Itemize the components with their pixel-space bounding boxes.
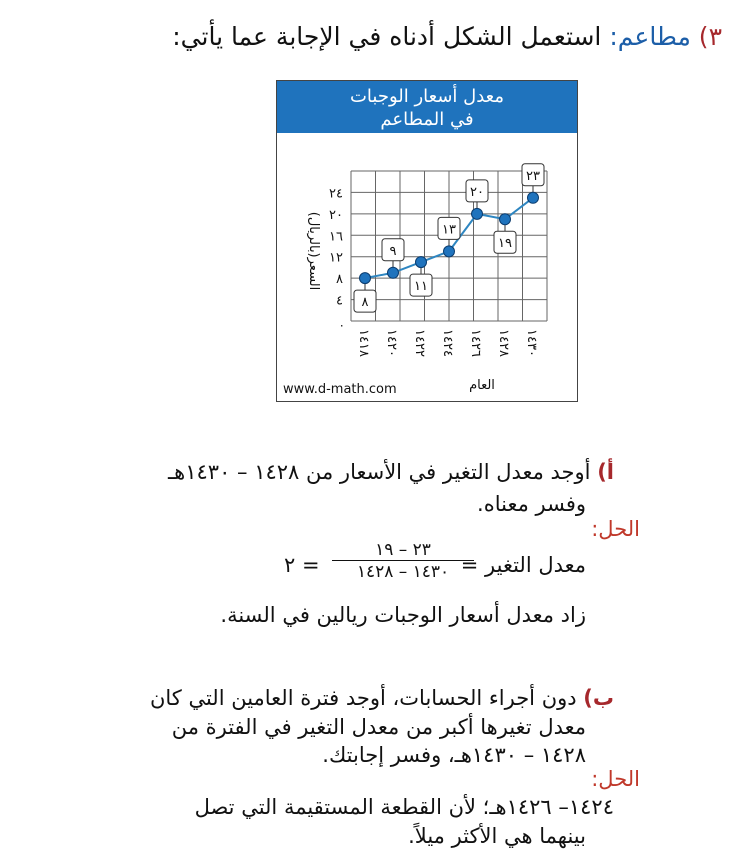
- y-axis-label: السعر(بالريال): [306, 211, 321, 291]
- data-label: ١٩: [498, 236, 512, 252]
- fraction-denominator: ١٤٣٠ – ١٤٢٨: [356, 562, 450, 582]
- x-tick-label: ١٤٢٦: [468, 329, 483, 357]
- part-a-text1: أوجد معدل التغير في الأسعار من ١٤٢٨ – ١٤٣٠هـ: [168, 460, 591, 484]
- graph-title-line2: في المطاعم: [380, 109, 474, 130]
- data-label: ٨: [361, 295, 369, 311]
- question-heading: [172, 22, 722, 51]
- part-b-answer-line1: ١٤٢٤– ١٤٢٦هـ؛ لأن القطعة المستقيمة التي تصل: [194, 795, 614, 819]
- part-b-text1: دون أجراء الحسابات، أوجد فترة العامين التي كان: [149, 686, 577, 710]
- question-topic: مطاعم:: [609, 22, 691, 51]
- part-b-question-line3: ١٤٢٨ – ١٤٣٠هـ، وفسر إجابتك.: [322, 743, 586, 767]
- x-tick-label: ١٤٢٤: [440, 329, 455, 357]
- part-b-question-line2: معدل تغيرها أكبر من معدل التغير في الفترة من: [171, 715, 586, 739]
- x-tick-label: ١٤٢٨: [496, 329, 511, 357]
- data-point: [416, 257, 427, 268]
- y-tick-label: ٢٠: [329, 207, 343, 223]
- data-point: [360, 273, 371, 284]
- x-tick-label: ١٤٢٠: [384, 329, 399, 357]
- data-label: ١٣: [442, 222, 456, 238]
- data-point: [528, 192, 539, 203]
- x-tick-label: ١٤٢٢: [412, 329, 427, 357]
- part-a-conclusion: زاد معدل أسعار الوجبات ريالين في السنة.: [220, 603, 586, 627]
- question-number: ٣): [698, 22, 722, 51]
- data-label: ٩: [389, 243, 397, 259]
- graph-title-line1: معدل أسعار الوجبات: [349, 86, 504, 107]
- part-b-solution-label: الحل:: [591, 767, 640, 791]
- y-tick-label: ١٢: [329, 250, 343, 266]
- rate-result: = ٢: [284, 553, 320, 577]
- part-a-question-line1: [168, 460, 614, 484]
- part-b-letter: ب): [583, 686, 614, 710]
- fraction-numerator: ٢٣ – ١٩: [375, 540, 431, 560]
- x-tick-label: ١٤١٨: [356, 329, 371, 357]
- graph-title: [277, 81, 577, 133]
- x-tick-label: ١٤٣٠: [524, 329, 539, 357]
- fraction: [332, 540, 474, 583]
- origin-label: ٠: [338, 318, 345, 332]
- data-point: [388, 267, 399, 278]
- data-point: [472, 208, 483, 219]
- part-b-answer-line2: بينهما هي الأكثر ميلاً.: [408, 824, 586, 848]
- line-chart: [277, 133, 577, 401]
- y-tick-label: ١٦: [329, 229, 343, 245]
- question-text: استعمل الشكل أدناه في الإجابة عما يأتي:: [172, 22, 602, 51]
- data-point: [500, 214, 511, 225]
- y-tick-label: ٨: [336, 272, 343, 288]
- data-point: [444, 246, 455, 257]
- data-label: ٢٣: [526, 168, 540, 184]
- part-a-letter: أ): [597, 460, 614, 484]
- graph-figure: [276, 80, 578, 402]
- website-credit: www.d-math.com: [283, 382, 397, 397]
- part-a-solution-label: الحل:: [591, 517, 640, 541]
- rate-of-change-label: معدل التغير =: [460, 553, 586, 577]
- data-label: ٢٠: [470, 184, 484, 200]
- part-b-question-line1: [150, 686, 614, 710]
- x-axis-label: العام: [469, 378, 495, 393]
- part-a-question-line2: وفسر معناه.: [477, 492, 586, 516]
- y-tick-label: ٤: [336, 293, 343, 309]
- y-tick-label: ٢٤: [329, 186, 343, 202]
- data-label: ١١: [414, 279, 428, 295]
